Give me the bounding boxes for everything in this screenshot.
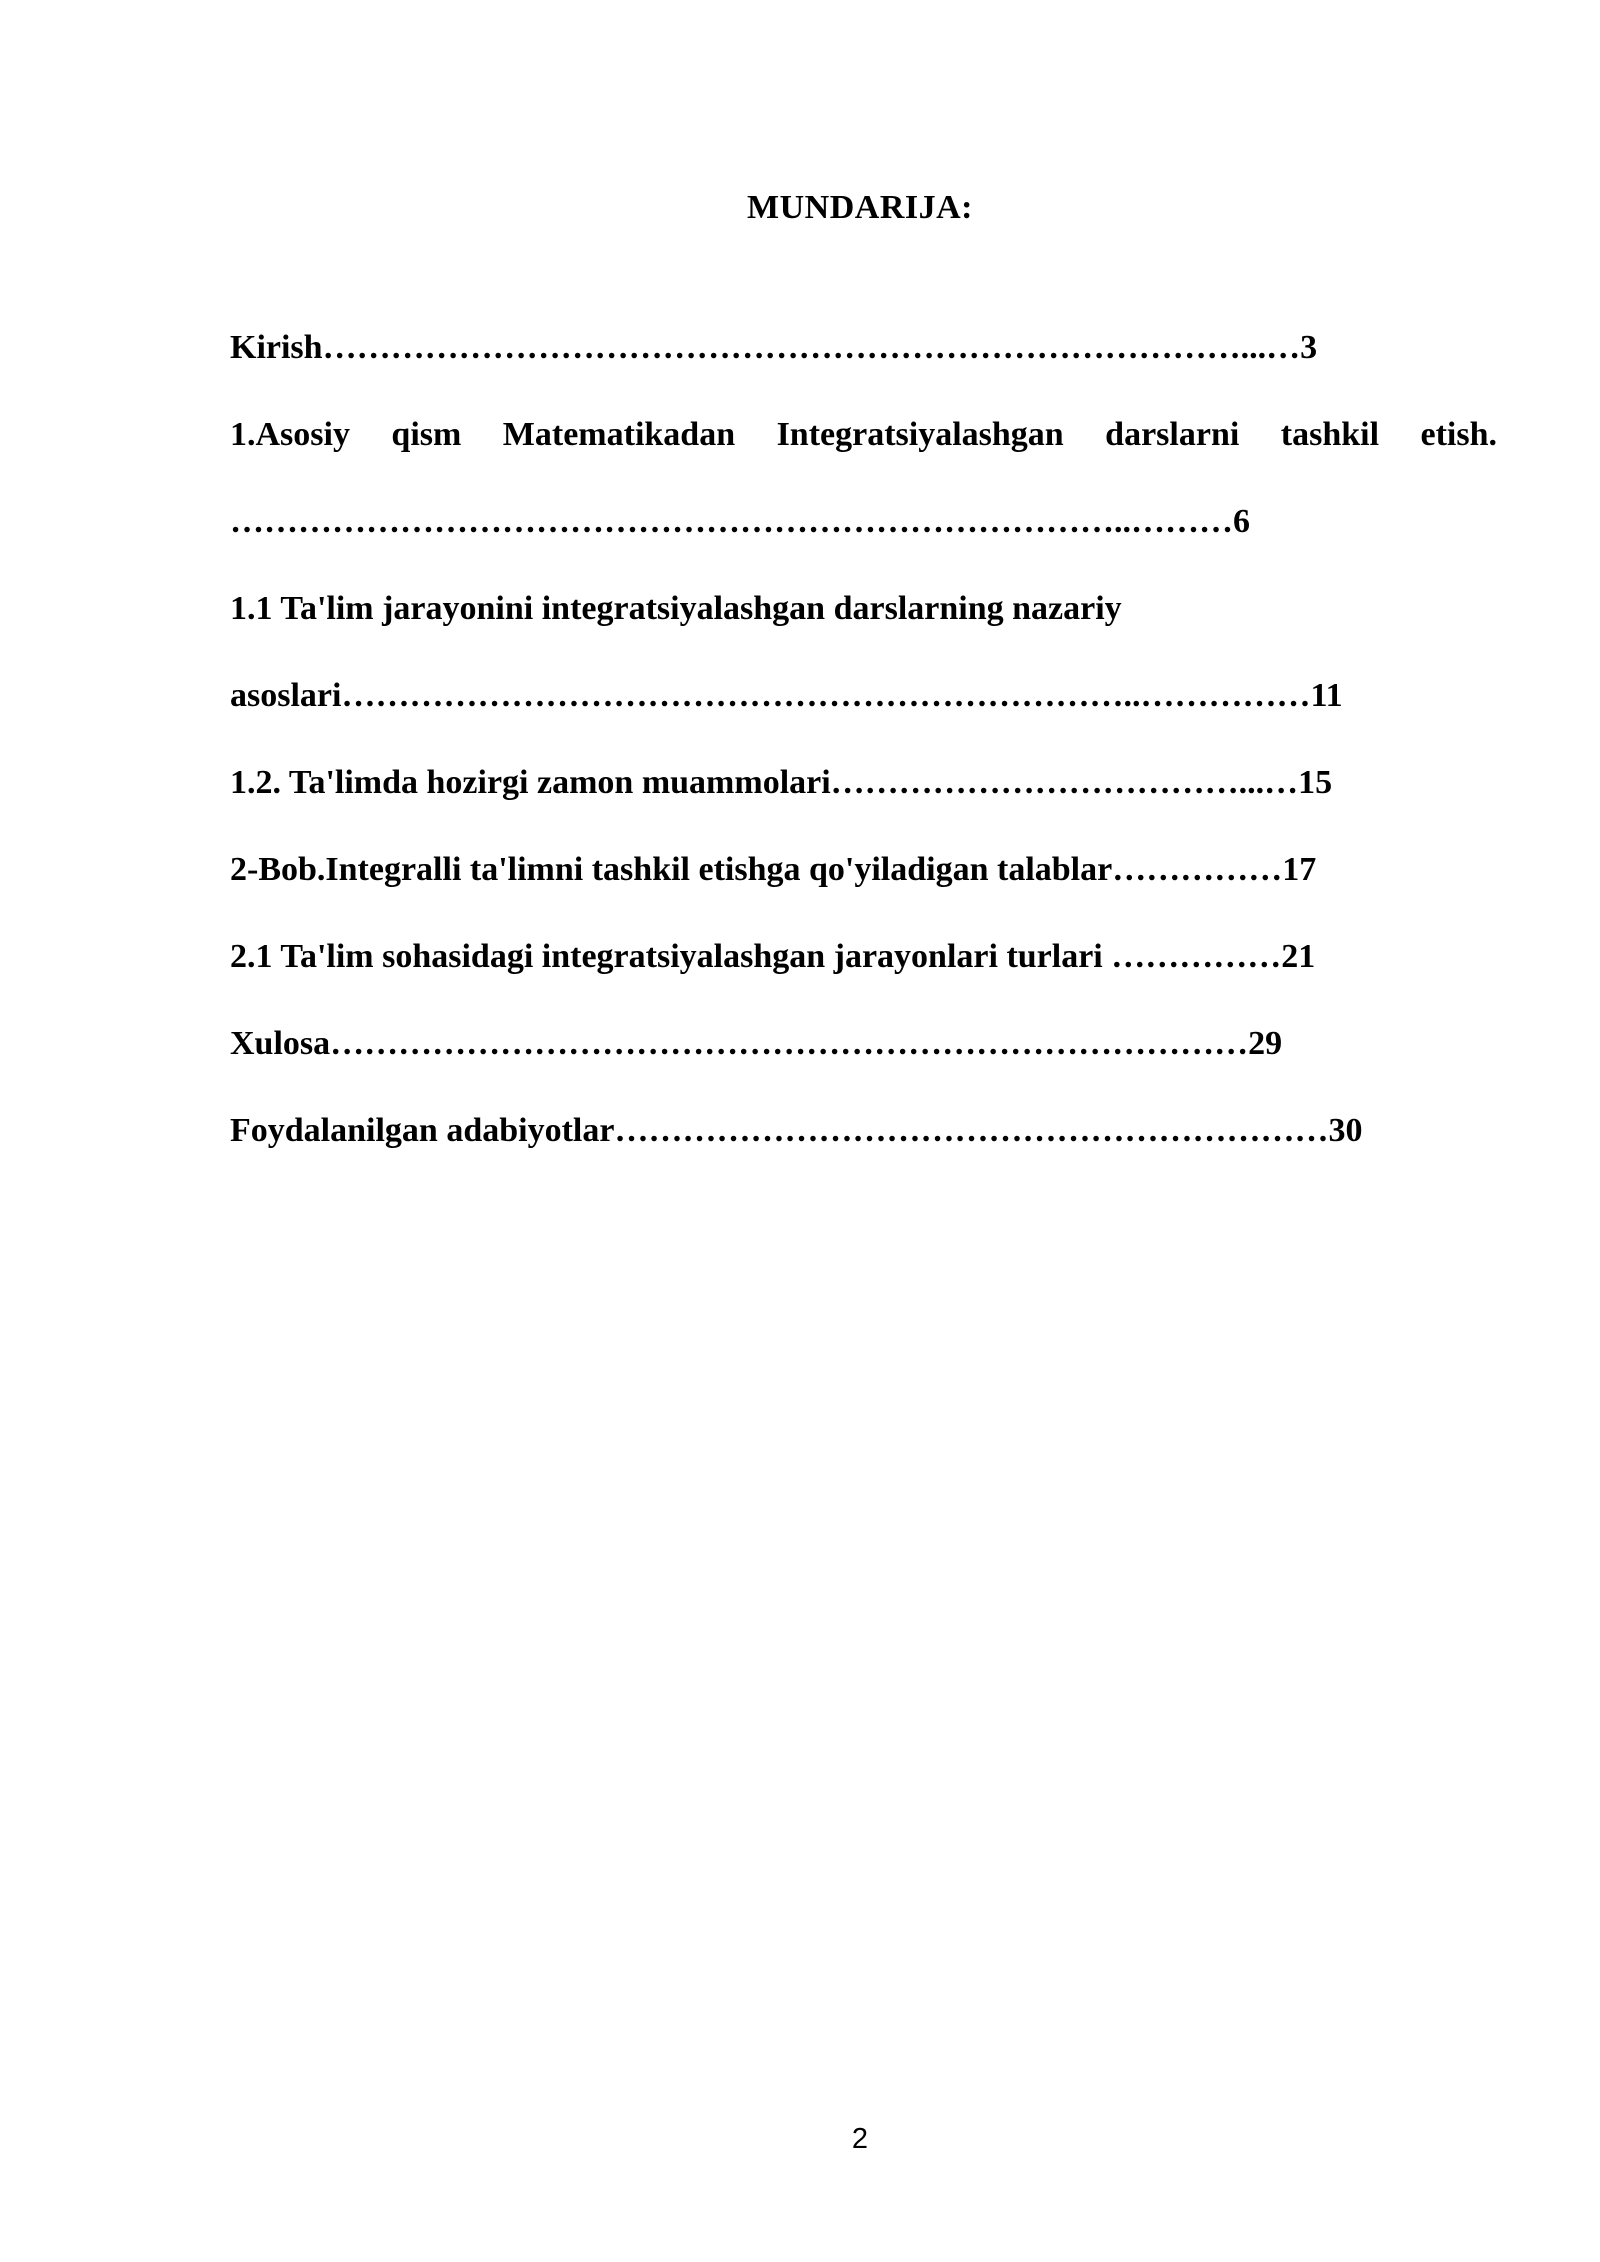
toc-entry-main-part: 1.Asosiy qism Matematikadan Integratsiyalashgan darslarni tashkil etish. bbox=[230, 416, 1497, 453]
toc-entry-main-part-leader: ……………………………………………………………………..………6 bbox=[230, 503, 1250, 540]
toc-entry-section-1-1-continued: asoslari……………………………………………………………..……………11 bbox=[230, 677, 1343, 714]
toc-title: MUNDARIJA: bbox=[747, 189, 973, 226]
toc-entry-introduction: Kirish………………………………………………………………………...…3 bbox=[230, 329, 1318, 366]
table-of-contents bbox=[230, 328, 1500, 1198]
toc-entry-conclusion: Xulosa………………………………………………………………………29 bbox=[230, 1025, 1283, 1062]
toc-entry-section-1-1: 1.1 Ta'lim jarayonini integratsiyalashgan darslarning nazariy bbox=[230, 590, 1122, 627]
toc-entry-section-1-2: 1.2. Ta'limda hozirgi zamon muammolari………………………………...…15 bbox=[230, 764, 1333, 801]
toc-entry-section-2-1: 2.1 Ta'lim sohasidagi integratsiyalashgan jarayonlari turlari ……………21 bbox=[230, 938, 1316, 975]
page-number: 2 bbox=[851, 2123, 869, 2155]
toc-entry-chapter-2: 2-Bob.Integralli ta'limni tashkil etishga qo'yiladigan talablar……………17 bbox=[230, 851, 1317, 888]
toc-entry-references: Foydalanilgan adabiyotlar………………………………………………………30 bbox=[230, 1112, 1363, 1149]
